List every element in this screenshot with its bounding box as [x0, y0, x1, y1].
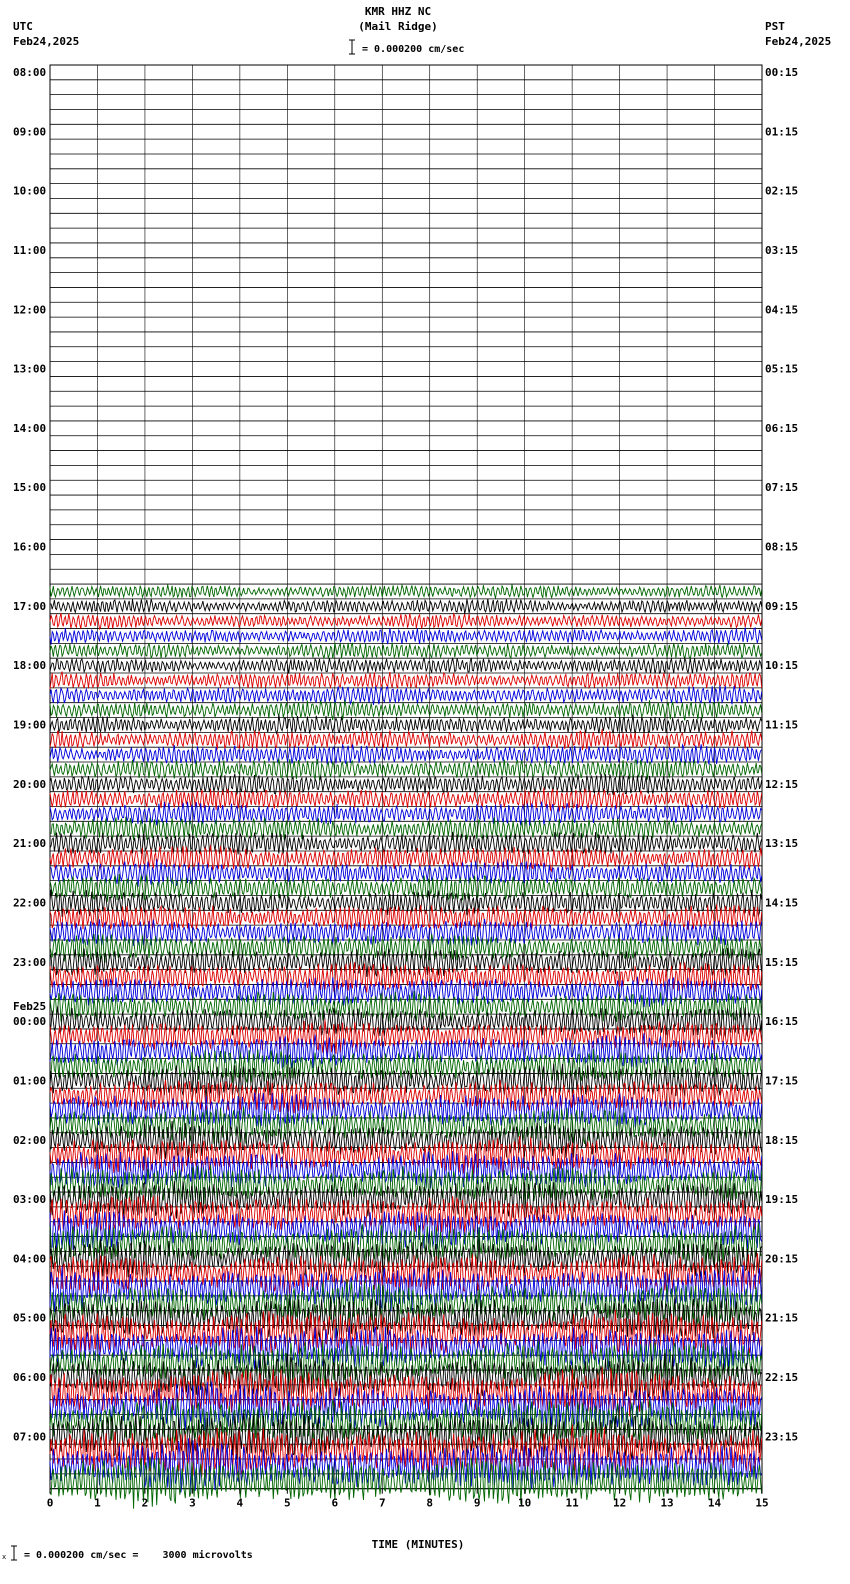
utc-hour-label: 02:00 — [13, 1133, 47, 1147]
pst-hour-label: 05:15 — [765, 362, 799, 376]
utc-hour-label: 16:00 — [13, 540, 47, 554]
utc-hour-label: 04:00 — [13, 1252, 47, 1266]
utc-hour-label: 01:00 — [13, 1074, 47, 1088]
utc-hour-label: 19:00 — [13, 718, 47, 732]
scale-label: = 0.000200 cm/sec — [362, 44, 465, 55]
utc-hour-label: 03:00 — [13, 1193, 47, 1207]
x-tick-label: 10 — [518, 1496, 532, 1510]
pst-hour-label: 11:15 — [765, 718, 799, 732]
utc-hour-label: 09:00 — [13, 125, 47, 139]
pst-hour-label: 10:15 — [765, 659, 799, 673]
utc-hour-label: 20:00 — [13, 777, 47, 791]
x-tick-label: 7 — [378, 1496, 386, 1510]
pst-hour-label: 06:15 — [765, 421, 799, 435]
left-timezone: UTC — [13, 20, 33, 33]
utc-hour-label: 10:00 — [13, 184, 47, 198]
date-change-label: Feb25 — [13, 1000, 47, 1014]
x-tick-label: 1 — [94, 1496, 101, 1510]
pst-hour-label: 09:15 — [765, 599, 799, 613]
pst-hour-label: 00:15 — [765, 66, 799, 79]
pst-hour-label: 15:15 — [765, 955, 799, 969]
utc-hour-label: 21:00 — [13, 837, 47, 851]
x-tick-label: 15 — [755, 1496, 769, 1510]
left-date: Feb24,2025 — [13, 35, 80, 48]
pst-hour-label: 14:15 — [765, 896, 799, 910]
x-tick-label: 8 — [426, 1496, 434, 1510]
scale-bar-icon — [349, 40, 355, 54]
utc-hour-label: 22:00 — [13, 896, 47, 910]
utc-hour-label: 12:00 — [13, 303, 47, 317]
pst-hour-label: 20:15 — [765, 1252, 799, 1266]
x-axis — [47, 1489, 769, 1510]
x-tick-label: 3 — [189, 1496, 196, 1510]
utc-hour-label: 17:00 — [13, 599, 47, 613]
pst-hour-label: 02:15 — [765, 184, 799, 198]
x-tick-label: 2 — [141, 1496, 149, 1510]
svg-text:x: x — [2, 1553, 7, 1561]
x-tick-label: 12 — [612, 1496, 627, 1510]
pst-hour-label: 23:15 — [765, 1430, 799, 1444]
utc-hour-label: 18:00 — [13, 659, 47, 673]
pst-hour-label: 18:15 — [765, 1133, 799, 1147]
utc-hour-label: 23:00 — [13, 955, 47, 969]
station-title: KMR HHZ NC — [364, 5, 432, 18]
x-axis-title: TIME (MINUTES) — [371, 1538, 465, 1551]
right-timezone: PST — [765, 20, 785, 33]
footer-scale-note: = 0.000200 cm/sec = 3000 microvolts — [24, 1550, 253, 1561]
pst-hour-label: 13:15 — [765, 837, 799, 851]
pst-hour-label: 21:15 — [765, 1311, 799, 1325]
pst-hour-label: 17:15 — [765, 1074, 799, 1088]
x-tick-label: 4 — [236, 1496, 244, 1510]
utc-hour-label: 07:00 — [13, 1430, 47, 1444]
utc-hour-label: 08:00 — [13, 66, 47, 79]
pst-hour-label: 22:15 — [765, 1371, 799, 1385]
pst-hour-label: 01:15 — [765, 125, 799, 139]
utc-hour-label: 14:00 — [13, 421, 47, 435]
pst-hour-label: 04:15 — [765, 303, 799, 317]
x-tick-label: 13 — [660, 1496, 674, 1510]
pst-hour-label: 16:15 — [765, 1015, 799, 1029]
x-tick-label: 0 — [46, 1496, 54, 1510]
utc-hour-label: 06:00 — [13, 1371, 47, 1385]
footer-scale-icon — [2, 1546, 17, 1561]
utc-hour-label: 11:00 — [13, 243, 47, 257]
right-date: Feb24,2025 — [765, 35, 832, 48]
utc-hour-label: 13:00 — [13, 362, 47, 376]
utc-hour-label: 05:00 — [13, 1311, 47, 1325]
pst-hour-label: 08:15 — [765, 540, 799, 554]
pst-hour-label: 03:15 — [765, 243, 799, 257]
utc-hour-label: 15:00 — [13, 481, 47, 495]
x-tick-label: 6 — [331, 1496, 339, 1510]
pst-hour-label: 07:15 — [765, 481, 799, 495]
pst-hour-label: 12:15 — [765, 777, 799, 791]
x-tick-label: 5 — [284, 1496, 291, 1510]
pst-hour-label: 19:15 — [765, 1193, 799, 1207]
x-tick-label: 11 — [565, 1496, 579, 1510]
x-tick-label: 9 — [473, 1496, 481, 1510]
utc-hour-label: 00:00 — [13, 1015, 47, 1029]
x-tick-label: 14 — [707, 1496, 722, 1510]
station-location: (Mail Ridge) — [358, 20, 438, 33]
